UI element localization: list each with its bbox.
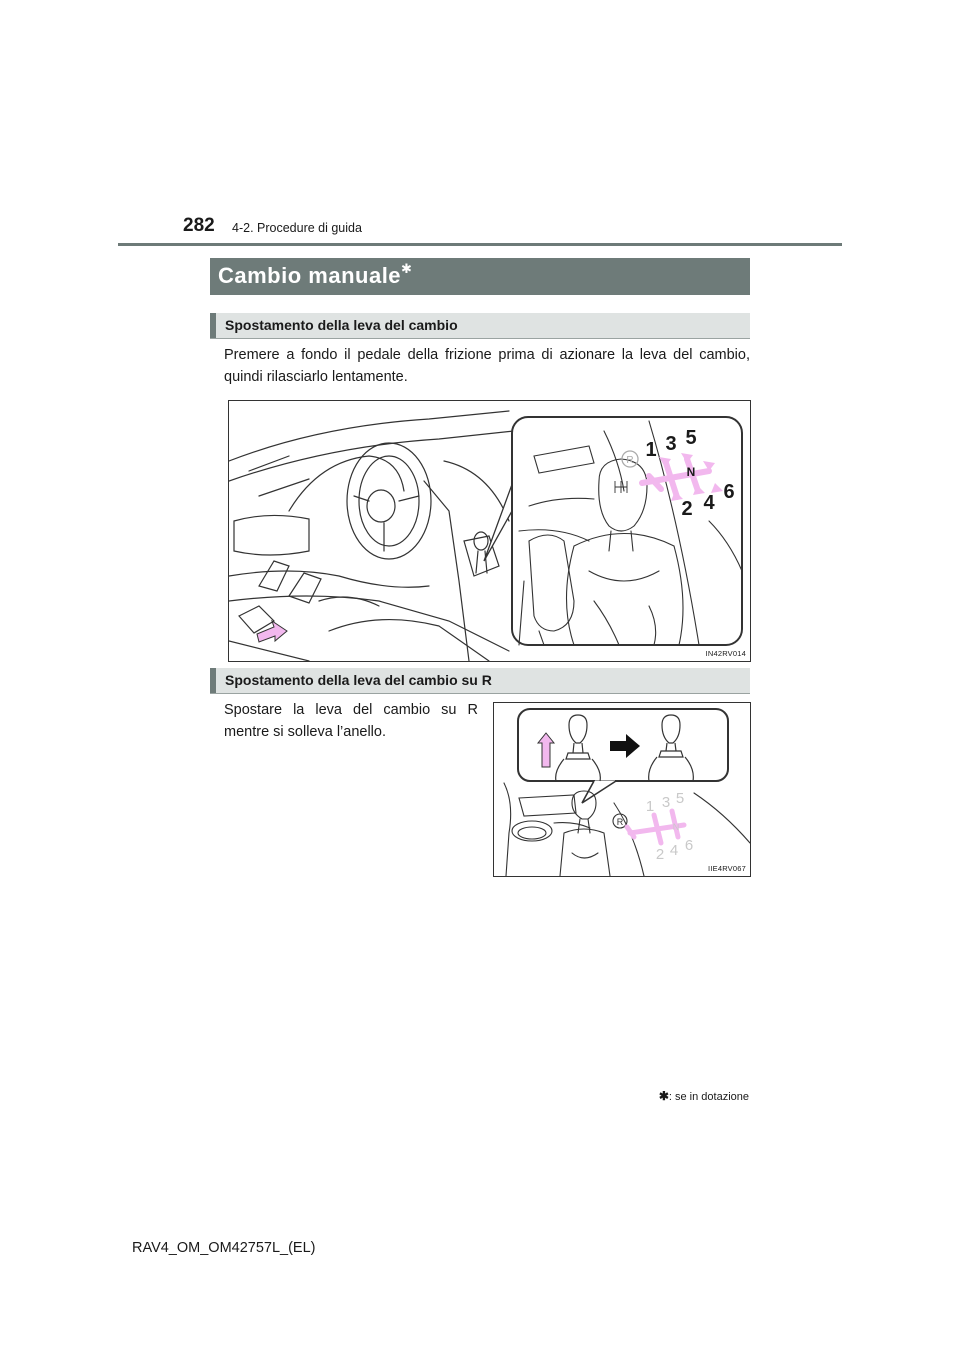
gear-label-3: 3 <box>661 794 671 811</box>
figure-shift-lever <box>228 400 751 662</box>
gear-label-n: N <box>686 465 696 479</box>
gear-label-1: 1 <box>645 798 655 815</box>
page-number: 282 <box>183 215 215 236</box>
section-accent <box>210 313 216 338</box>
section-body-shift: Premere a fondo il pedale della frizione prima di azionare la leva del cambio, quindi rilasciarlo lentamente. <box>224 347 750 385</box>
gear-label-5: 5 <box>675 790 685 807</box>
optional-marker-icon: ✱ <box>401 261 413 276</box>
figure-reverse-lever <box>493 702 751 877</box>
gear-label-5: 5 <box>685 427 697 449</box>
breadcrumb: 4-2. Procedure di guida <box>232 221 362 235</box>
footnote <box>659 1089 749 1103</box>
pink-arrow-icon <box>257 621 287 642</box>
gear-label-2: 2 <box>681 498 693 520</box>
document-code: RAV4_OM_OM42757L_(EL) <box>132 1240 316 1256</box>
section-heading-shift <box>210 313 750 339</box>
figure-shift-lever-illustration <box>229 401 750 661</box>
svg-text:R: R <box>626 455 634 466</box>
footnote-text: : se in dotazione <box>668 1091 749 1103</box>
section-heading-text: Spostamento della leva del cambio su R <box>225 672 492 688</box>
gear-label-3: 3 <box>665 433 677 455</box>
optional-marker-icon: ✱ <box>658 1089 669 1103</box>
section-heading-reverse <box>210 668 750 694</box>
page-title <box>218 263 412 289</box>
gear-label-2: 2 <box>655 846 665 863</box>
figure-code: IN42RV014 <box>705 649 746 658</box>
gear-label-n: N <box>672 822 680 832</box>
header-rule <box>118 243 842 246</box>
gear-label-6: 6 <box>723 481 735 503</box>
section-body-reverse: Spostare la leva del cambio su R mentre si solleva l’anello. <box>224 702 478 740</box>
page-title-text: Cambio manuale <box>218 263 402 288</box>
section-heading-text: Spostamento della leva del cambio <box>225 317 458 333</box>
figure-reverse-illustration <box>494 703 750 876</box>
figure-code: IIE4RV067 <box>708 864 746 873</box>
section-accent <box>210 668 216 693</box>
svg-text:R: R <box>616 817 624 827</box>
gear-label-4: 4 <box>669 842 679 859</box>
title-bar <box>210 258 750 295</box>
gear-label-6: 6 <box>684 837 694 854</box>
gear-label-1: 1 <box>645 439 657 461</box>
gear-label-4: 4 <box>703 492 715 514</box>
